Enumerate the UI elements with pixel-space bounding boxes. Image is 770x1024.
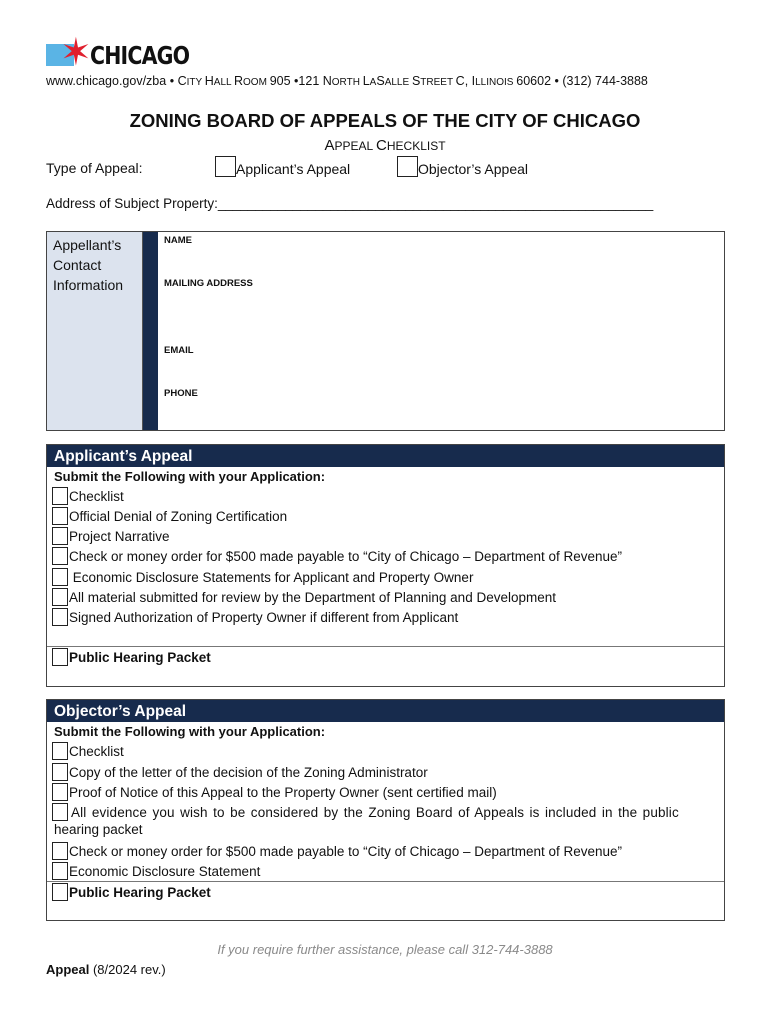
chicago-logo	[46, 32, 211, 74]
logo-wordmark: CHICAGO	[89, 40, 190, 70]
checkbox[interactable]	[52, 742, 68, 760]
objector-item-proof-of-notice[interactable]: Proof of Notice of this Appeal to the Property Owner (sent certified mail)	[52, 783, 497, 801]
checkbox[interactable]	[52, 783, 68, 801]
applicant-section-subheader: Submit the Following with your Application:	[54, 469, 326, 484]
assistance-note: If you require further assistance, please call 312-744-3888	[217, 942, 553, 957]
objector-section-header: Objector’s Appeal	[47, 700, 724, 722]
type-of-appeal-label: Type of Appeal:	[46, 160, 143, 176]
applicant-appeal-section	[46, 444, 725, 687]
objector-item-decision-letter[interactable]: Copy of the letter of the decision of the Zoning Administrator	[52, 763, 428, 781]
applicant-item-dpd-material[interactable]: All material submitted for review by the Department of Planning and Development	[52, 588, 556, 606]
applicant-appeal-option[interactable]	[215, 156, 350, 177]
website-link[interactable]: www.chicago.gov/zba	[46, 74, 167, 88]
address-of-subject-property-field[interactable]: Address of Subject Property:__________________________________________________________	[46, 196, 654, 211]
checkbox[interactable]	[52, 648, 68, 666]
applicant-item-disclosure[interactable]: Economic Disclosure Statements for Applicant and Property Owner	[52, 568, 473, 586]
revision-note: Appeal (8/2024 rev.)	[46, 962, 166, 977]
checkbox[interactable]	[52, 608, 68, 626]
contact-info-label: Appellant’s Contact Information	[47, 232, 143, 430]
checkbox[interactable]	[52, 842, 68, 860]
checkbox[interactable]	[52, 507, 68, 525]
objector-appeal-checkbox[interactable]	[397, 156, 418, 177]
contact-header-line: www.chicago.gov/zba • CITY HALL ROOM 905 •121 NORTH LASALLE STREET C, ILLINOIS 60602 • (312) 744-3888	[46, 74, 648, 88]
city-hall-room: CITY HALL ROOM 905	[177, 74, 291, 88]
phone-field[interactable]: PHONE	[164, 388, 198, 399]
applicant-item-payment[interactable]: Check or money order for $500 made payable to “City of Chicago – Department of Revenue”	[52, 547, 622, 565]
checkbox[interactable]	[52, 803, 68, 821]
applicant-item-narrative[interactable]: Project Narrative	[52, 527, 170, 545]
checkbox[interactable]	[52, 883, 68, 901]
applicant-appeal-label: Applicant’s Appeal	[236, 161, 351, 177]
section-divider	[47, 646, 724, 647]
phone-number: (312) 744-3888	[562, 74, 648, 88]
appellant-contact-box	[46, 231, 725, 431]
applicant-section-header: Applicant’s Appeal	[47, 445, 724, 467]
page-title: ZONING BOARD OF APPEALS OF THE CITY OF CHICAGO	[129, 110, 641, 131]
contact-divider-bar	[143, 232, 158, 430]
checkbox[interactable]	[52, 763, 68, 781]
email-field[interactable]: EMAIL	[164, 345, 194, 356]
page-subtitle: APPEAL CHECKLIST	[324, 137, 446, 154]
checkbox[interactable]	[52, 547, 68, 565]
objector-item-evidence[interactable]: All evidence you wish to be considered by the Zoning Board of Appeals is included in the public	[52, 803, 679, 821]
checkbox[interactable]	[52, 487, 68, 505]
objector-appeal-label: Objector’s Appeal	[418, 161, 528, 177]
chicago-star-icon: ✶	[60, 32, 92, 74]
objector-item-evidence-cont: hearing packet	[54, 822, 143, 837]
checkbox[interactable]	[52, 527, 68, 545]
objector-item-hearing-packet[interactable]: Public Hearing Packet	[52, 883, 211, 901]
objector-appeal-option[interactable]	[397, 156, 528, 177]
street-address: 121 NORTH LASALLE STREET C, ILLINOIS 60602	[298, 74, 552, 88]
name-field[interactable]: NAME	[164, 235, 192, 246]
objector-item-payment[interactable]: Check or money order for $500 made payable to “City of Chicago – Department of Revenue”	[52, 842, 622, 860]
checkbox[interactable]	[52, 862, 68, 880]
applicant-appeal-checkbox[interactable]	[215, 156, 236, 177]
objector-item-disclosure[interactable]: Economic Disclosure Statement	[52, 862, 260, 880]
section-divider	[47, 881, 724, 882]
applicant-item-authorization[interactable]: Signed Authorization of Property Owner if different from Applicant	[52, 608, 458, 626]
checkbox[interactable]	[52, 568, 68, 586]
objector-appeal-section	[46, 699, 725, 921]
objector-item-checklist[interactable]: Checklist	[52, 742, 124, 760]
applicant-item-hearing-packet[interactable]: Public Hearing Packet	[52, 648, 211, 666]
objector-section-subheader: Submit the Following with your Application:	[54, 724, 326, 739]
applicant-item-checklist[interactable]: Checklist	[52, 487, 124, 505]
checkbox[interactable]	[52, 588, 68, 606]
applicant-item-denial[interactable]: Official Denial of Zoning Certification	[52, 507, 287, 525]
mailing-address-field[interactable]: MAILING ADDRESS	[164, 278, 253, 289]
